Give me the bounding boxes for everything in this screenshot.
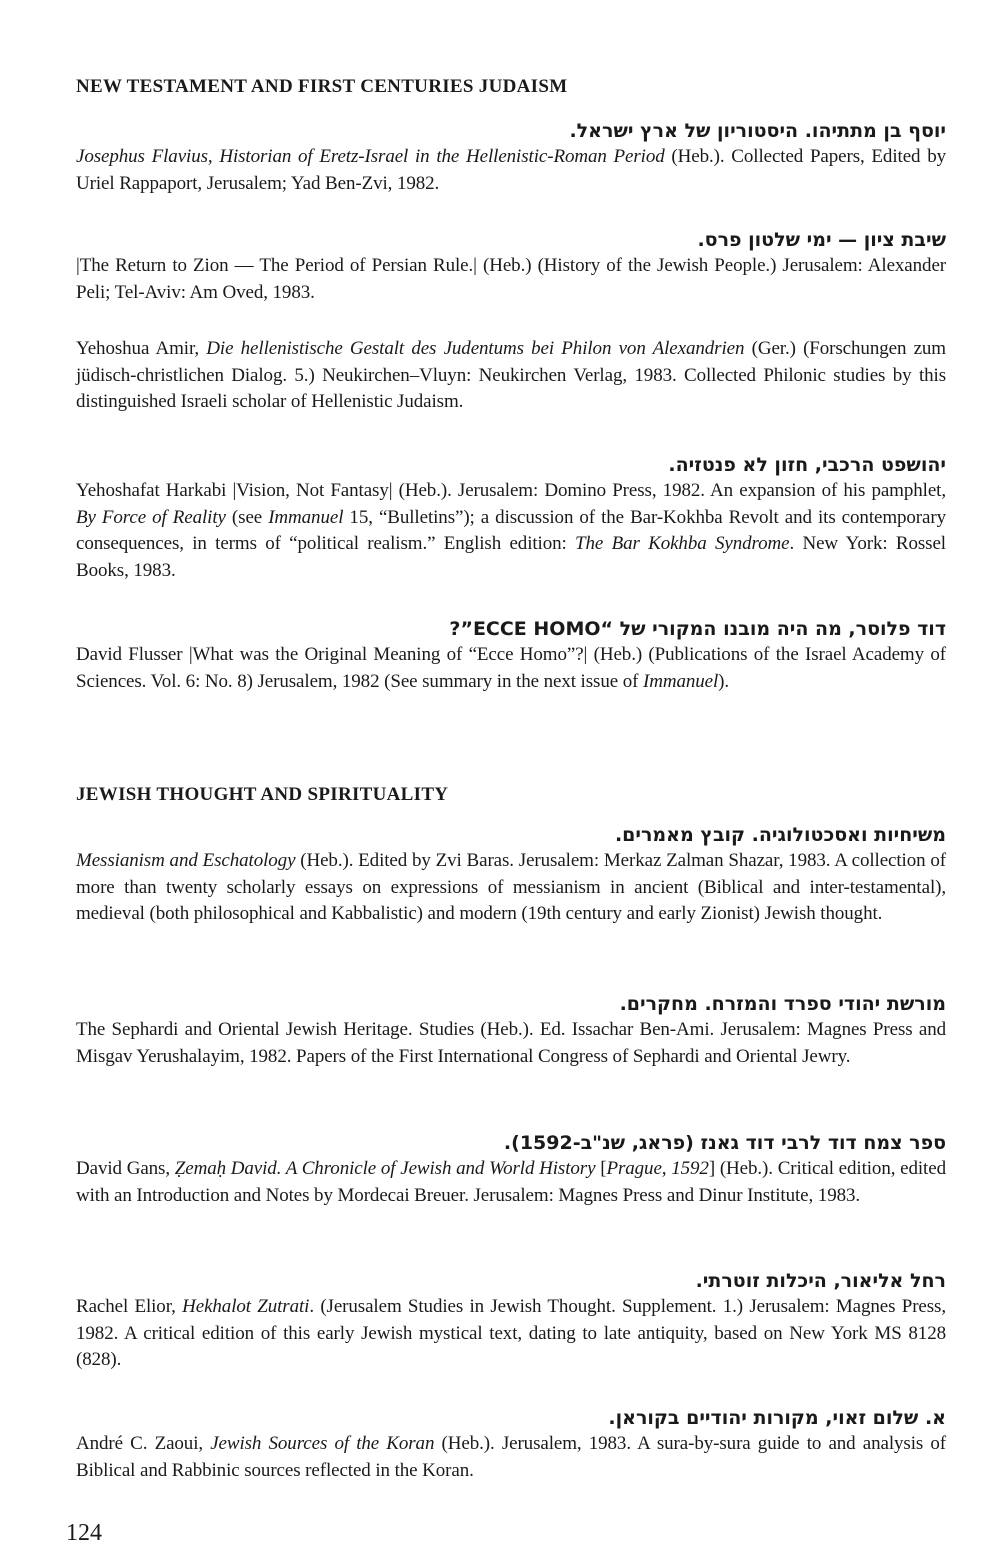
section-title: NEW TESTAMENT AND FIRST CENTURIES JUDAISM: [76, 76, 568, 97]
entry-text-part: . (Jerusalem Studies in Jewish Thought. Supplement. 1.) Jerusalem: Magnes Press, 1982. A critical edition of this early Jewish mystical text, dating to late antiquity, based on New York MS 8128 (828).: [76, 1296, 946, 1370]
entry-text-part: Ẓemaḥ David. A Chronicle of Jewish and World History: [174, 1158, 596, 1179]
entry-text-part: Yehoshafat Harkabi |Vision, Not Fantasy| (Heb.). Jerusalem: Domino Press, 1982. An expansion of his pamphlet,: [76, 480, 946, 501]
hebrew-title: דוד פלוסר, מה היה מובנו המקורי של “ECCE HOMO”?: [449, 618, 946, 640]
entry-text-part: André C. Zaoui,: [76, 1433, 211, 1454]
entry-text-part: Die hellenistische Gestalt des Judentums bei Philon von Alexandrien: [206, 338, 745, 359]
bibliography-entry: [76, 1268, 946, 1374]
entry-text-part: (Ger.) (Forschungen zum jüdisch-christlichen Dialog. 5.) Neukirchen–Vluyn: Neukirchen Verlag, 1983. Collected Philonic studies by this distinguished Israeli scholar of Hellenistic Judaism.: [76, 338, 946, 412]
entry-text-part: (Heb.). Jerusalem, 1983. A sura-by-sura guide to and analysis of Biblical and Rabbinic sources reflected in the Koran.: [76, 1433, 946, 1481]
entry-text-part: . New York: Rossel Books, 1983.: [76, 533, 946, 581]
entry-text-part: Prague, 1592: [606, 1158, 709, 1179]
entry-text: [76, 253, 946, 306]
entry-text-part: (Heb.). Collected Papers, Edited by Uriel Rappaport, Jerusalem; Yad Ben-Zvi, 1982.: [76, 146, 946, 194]
entry-text: [76, 1431, 946, 1484]
entry-text-part: Hekhalot Zutrati: [182, 1296, 310, 1317]
entry-text-part: Messianism and Eschatology: [76, 850, 296, 871]
hebrew-title: ספר צמח דוד לרבי דוד גאנז (פראג, שנ"ב-1592).: [503, 1132, 946, 1154]
bibliography-entry: [76, 822, 946, 928]
page-number: 124: [66, 1520, 102, 1546]
entry-text-part: By Force of Reality: [76, 506, 226, 528]
entry-text-part: David Gans,: [76, 1158, 175, 1179]
entry-text-part: David Flusser |What was the Original Meaning of “Ecce Homo”?| (Heb.) (Publications of the Israel Academy of Sciences. Vol. 6: No. 8) Jerusalem, 1982 (See summary in the next issue of: [76, 644, 946, 692]
entry-text: [76, 144, 946, 197]
entry-text-part: |The Return to Zion — The Period of Persian Rule.| (Heb.) (History of the Jewish People.) Jerusalem: Alexander Peli; Tel-Aviv: Am Oved, 1983.: [76, 255, 946, 303]
bibliography-entry: [76, 1130, 946, 1209]
entry-text-part: [: [595, 1158, 607, 1179]
entry-text-part: Josephus Flavius, Historian of Eretz-Israel in the Hellenistic-Roman Period: [76, 146, 665, 167]
entry-text: [76, 1294, 946, 1374]
entry-text: [76, 642, 946, 695]
hebrew-title: שיבת ציון — ימי שלטון פרס.: [697, 229, 946, 251]
entry-text-part: ] (Heb.). Critical edition, edited with an Introduction and Notes by Mordecai Breuer. Jerusalem: Magnes Press and Dinur Institute, 1983.: [76, 1158, 946, 1206]
section-title: JEWISH THOUGHT AND SPIRITUALITY: [76, 784, 449, 805]
entry-text-part: Immanuel: [642, 670, 719, 692]
entry-text-part: 15, “Bulletins”); a discussion of the Bar-Kokhba Revolt and its contemporary consequences, in terms of “political realism.” English edition:: [76, 506, 946, 554]
entry-text-part: Rachel Elior,: [76, 1296, 183, 1317]
bibliography-entry: [76, 616, 946, 695]
entry-text-part: (Heb.). Edited by Zvi Baras. Jerusalem: Merkaz Zalman Shazar, 1983. A collection of more than twenty scholarly essays on expressions of messianism in ancient (Biblical and inter-testamental), medieval (both philosophical and Kabbalistic) and modern (19th century and early Zionist) Jewish thought.: [76, 850, 946, 924]
hebrew-title: רחל אליאור, היכלות זוטרתי.: [695, 1270, 946, 1292]
bibliography-entry: [76, 452, 946, 584]
entry-text-part: Jewish Sources of the Koran: [210, 1433, 435, 1454]
hebrew-title: יהושפט הרכבי, חזון לא פנטזיה.: [668, 454, 946, 476]
entry-text-part: Yehoshua Amir,: [76, 338, 207, 359]
entry-text-part: (see: [225, 506, 269, 528]
entry-text: [76, 336, 946, 416]
bibliography-entry: [76, 991, 946, 1070]
bibliography-entry: [76, 1405, 946, 1484]
entry-text-part: Immanuel: [268, 506, 344, 528]
entry-text: [76, 1017, 946, 1070]
entry-text: [76, 848, 946, 928]
hebrew-title: א. שלום זאוי, מקורות יהודיים בקוראן.: [608, 1407, 946, 1429]
bibliography-entry: [76, 118, 946, 197]
entry-text-part: The Sephardi and Oriental Jewish Heritage. Studies (Heb.). Ed. Issachar Ben-Ami. Jerusalem: Magnes Press and Misgav Yerushalayim, 1982. Papers of the First International Congress of Sephardi and Oriental Jewry.: [76, 1019, 946, 1067]
hebrew-title: משיחיות ואסכטולוגיה. קובץ מאמרים.: [614, 824, 946, 846]
hebrew-title: יוסף בן מתתיהו. היסטוריון של ארץ ישראל.: [569, 120, 946, 142]
bibliography-entry: [76, 227, 946, 306]
entry-text-part: The Bar Kokhba Syndrome: [575, 533, 790, 554]
entry-text: [76, 1156, 946, 1209]
entry-text: [76, 478, 946, 584]
hebrew-title: מורשת יהודי ספרד והמזרח. מחקרים.: [619, 993, 946, 1015]
entry-text-part: ).: [718, 670, 730, 692]
bibliography-entry: [76, 336, 946, 416]
